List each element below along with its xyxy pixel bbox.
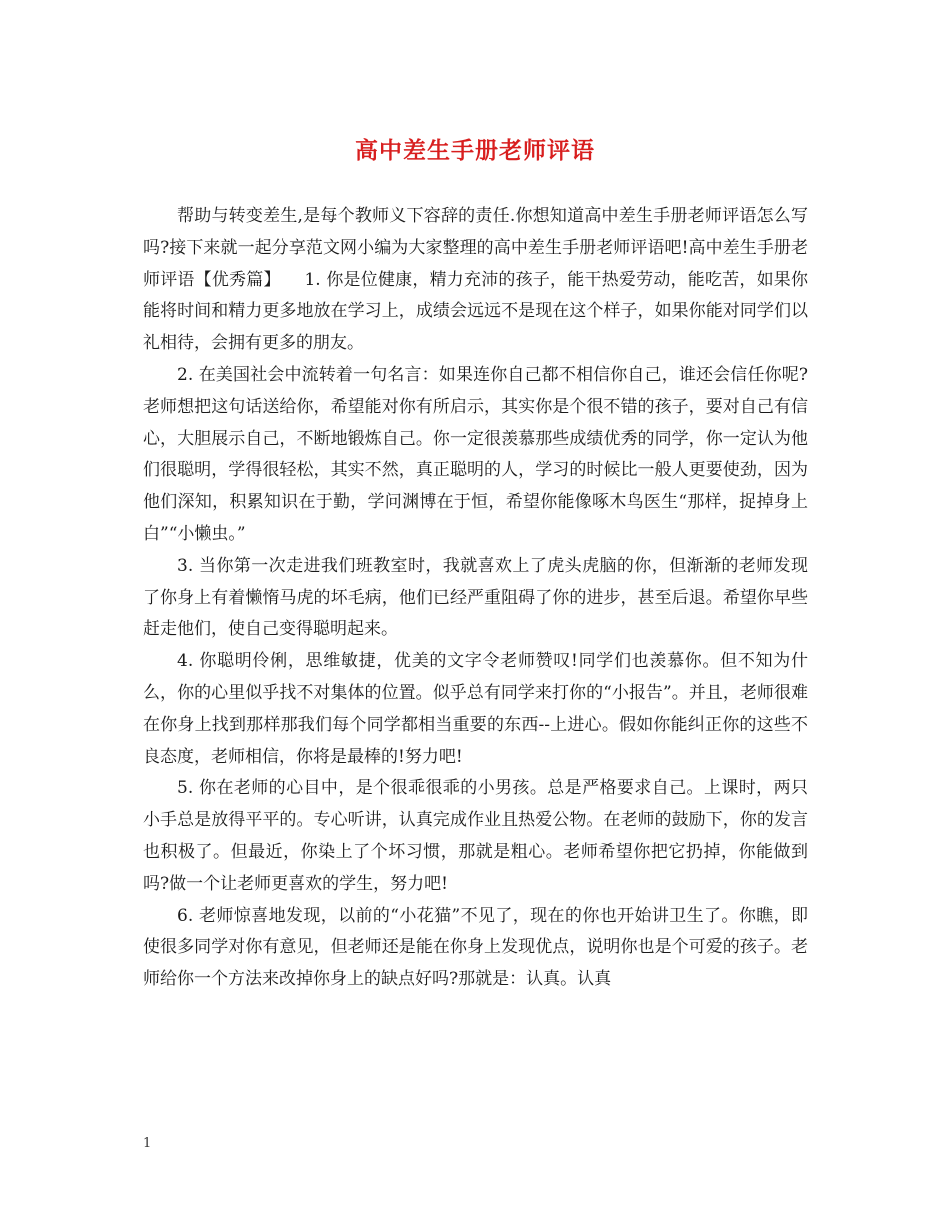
comment-paragraph-4: 4. 你聪明伶俐，思维敏捷，优美的文字令老师赞叹!同学们也羡慕你。但不知为什么，你的心里似乎找不对集体的位置。似乎总有同学来打你的“小报告”。并且，老师很难在你身上找到那样那我们每个同学都相当重要的东西--上进心。假如你能纠正你的这些不良态度，老师相信，你将是最棒的!努力吧!	[143, 651, 808, 767]
intro-paragraph	[143, 201, 808, 360]
comment-paragraph-2: 2. 在美国社会中流转着一句名言：如果连你自己都不相信你自己，谁还会信任你呢?老师想把这句话送给你，希望能对你有所启示，其实你是个很不错的孩子，要对自己有信心，大胆展示自己，不断地锻炼自己。你一定很羡慕那些成绩优秀的同学，你一定认为他们很聪明，学得很轻松，其实不然，真正聪明的人，学习的时候比一般人更要使劲，因为他们深知，积累知识在于勤，学问渊博在于恒，希望你能像啄木鸟医生“那样，捉掉身上白”“小懒虫。”	[143, 364, 808, 544]
document-body	[143, 201, 808, 996]
comment-1-text: 1. 你是位健康，精力充沛的孩子，能干热爱劳动，能吃苦，如果你能将时间和精力更多地放在学习上，成绩会远远不是现在这个样子，如果你能对同学们以礼相待，会拥有更多的朋友。	[143, 269, 809, 354]
section-heading: 高中差生手册老师评语【优秀篇】	[143, 237, 808, 290]
comment-paragraph-3: 3. 当你第一次走进我们班教室时，我就喜欢上了虎头虎脑的你，但渐渐的老师发现了你身上有着懒惰马虎的坏毛病，他们已经严重阻碍了你的进步，甚至后退。希望你早些赶走他们，使自己变得聪明起来。	[143, 555, 808, 640]
page-number: 1	[143, 1136, 152, 1151]
comment-paragraph-6: 6. 老师惊喜地发现，以前的“小花猫”不见了，现在的你也开始讲卫生了。你瞧，即使很多同学对你有意见，但老师还是能在你身上发现优点，说明你也是个可爱的孩子。老师给你一个方法来改掉你身上的缺点好吗?那就是：认真。认真	[143, 905, 808, 990]
comment-paragraph-5: 5. 你在老师的心目中，是个很乖很乖的小男孩。总是严格要求自己。上课时，两只小手总是放得平平的。专心听讲，认真完成作业且热爱公物。在老师的鼓励下，你的发言也积极了。但最近，你染上了个坏习惯，那就是粗心。老师希望你把它扔掉，你能做到吗?做一个让老师更喜欢的学生，努力吧!	[143, 778, 808, 894]
intro-text: 帮助与转变差生,是每个教师义下容辞的责任.你想知道高中差生手册老师评语怎么写吗?接下来就一起分享范文网小编为大家整理的高中差生手册老师评语吧!	[143, 206, 808, 258]
document-title: 高中差生手册老师评语	[355, 137, 595, 164]
